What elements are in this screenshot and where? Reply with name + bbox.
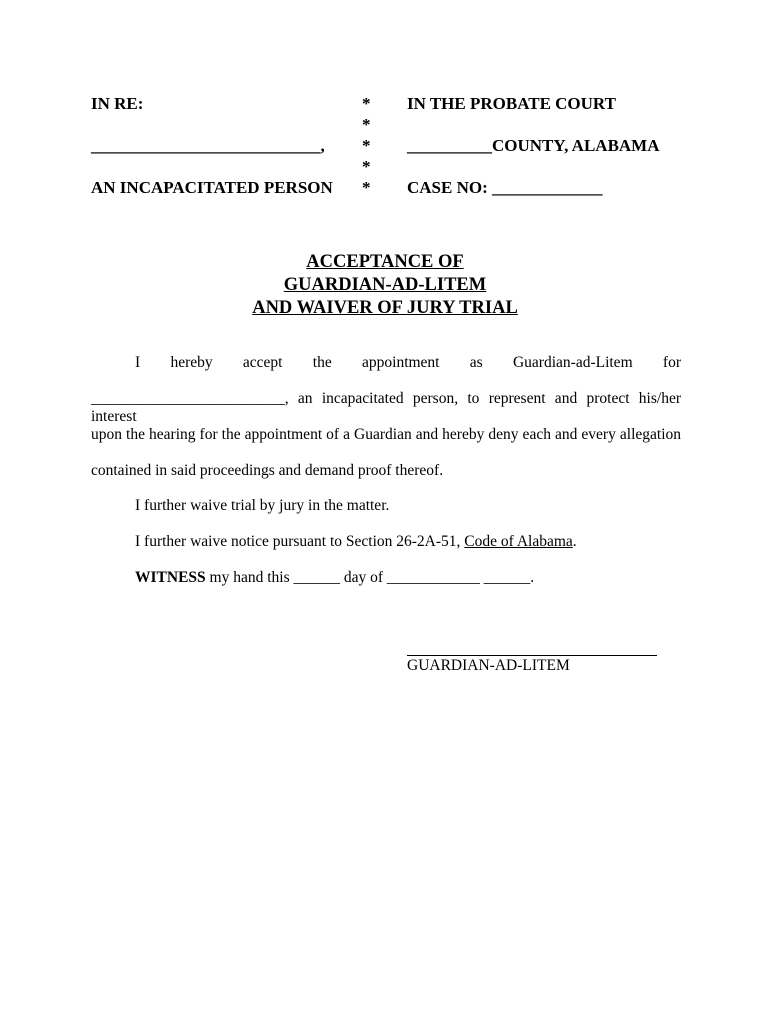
document-title-line-2: GUARDIAN-AD-LITEM (283, 275, 487, 295)
county-line: __________COUNTY, ALABAMA (407, 136, 660, 155)
respondent-name-blank: ___________________________, (91, 136, 325, 155)
caption-star: * (362, 178, 371, 197)
document-title-line-1: ACCEPTANCE OF (306, 252, 464, 272)
witness-line: WITNESS my hand this ______ day of ____________ ______. (135, 569, 535, 586)
witness-label: WITNESS (135, 569, 206, 586)
caption-star: * (362, 94, 371, 113)
paragraph-notice-waiver: I further waive notice pursuant to Section 26-2A-51, Code of Alabama. (135, 533, 577, 550)
court-name: IN THE PROBATE COURT (407, 94, 616, 113)
in-re-label: IN RE: (91, 94, 144, 113)
paragraph-acceptance-line-2: _________________________, an incapacitated person, to represent and protect his/her interest (91, 390, 681, 425)
paragraph-acceptance-line-1: I hereby accept the appointment as Guardian-ad-Litem for (135, 354, 681, 371)
paragraph-acceptance-line-4: contained in said proceedings and demand proof thereof. (91, 462, 444, 479)
caption-star: * (362, 157, 371, 176)
caption-star: * (362, 136, 371, 155)
caption-star: * (362, 115, 371, 134)
signature-label: GUARDIAN-AD-LITEM (407, 657, 570, 674)
paragraph-jury-waiver: I further waive trial by jury in the matter. (135, 497, 390, 514)
incapacitated-person-label: AN INCAPACITATED PERSON (91, 178, 333, 197)
signature-line (407, 655, 657, 656)
code-of-alabama-citation: Code of Alabama (464, 533, 573, 550)
paragraph-acceptance-line-3: upon the hearing for the appointment of a Guardian and hereby deny each and every allegation (91, 426, 681, 443)
document-title-line-3: AND WAIVER OF JURY TRIAL (252, 298, 518, 318)
case-number: CASE NO: _____________ (407, 178, 603, 197)
